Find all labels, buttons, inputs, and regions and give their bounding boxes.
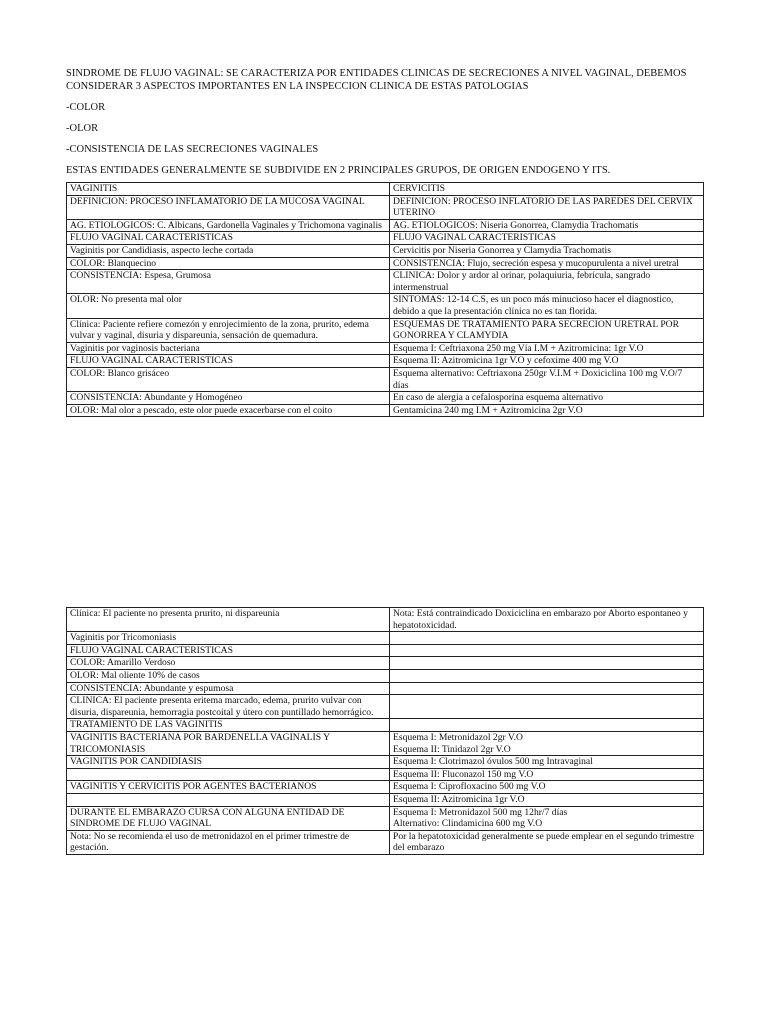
table-cell: [67, 768, 390, 781]
table-cell: AG. ETIOLOGICOS: Niseria Gonorrea, Clamydia Trachomatis: [390, 219, 704, 232]
table-cell: CONSISTENCIA: Flujo, secreción espesa y mucopurulenta a nivel uretral: [390, 257, 704, 270]
intro-groups: ESTAS ENTIDADES GENERALMENTE SE SUBDIVIDE EN 2 PRINCIPALES GRUPOS, DE ORIGEN ENDOGENO Y ITS.: [66, 165, 611, 176]
table-cell: VAGINITIS: [67, 183, 390, 196]
table-cell: VAGINITIS BACTERIANA POR BARDENELLA VAGINALIS Y TRICOMONIASIS: [67, 731, 390, 755]
treatment-table: [66, 607, 704, 855]
table-cell: [390, 644, 704, 657]
table-row: [67, 719, 704, 732]
table-row: [67, 632, 704, 645]
table-row: [67, 244, 704, 257]
table-cell: Cervicitis por Niseria Gonorrea y Clamydia Trachomatis: [390, 244, 704, 257]
table-row: [67, 392, 704, 405]
table-cell: FLUJO VAGINAL CARACTERISTICAS: [67, 232, 390, 245]
table-cell: DEFINICION: PROCESO INFLATORIO DE LAS PAREDES DEL CERVIX UTERINO: [390, 195, 704, 219]
table-cell: Clínica: Paciente refiere comezón y enrojecimiento de la zona, prurito, edema vulvar y vaginal, disuria y dispareunia, sensación de quemadura.: [67, 318, 390, 342]
table-cell: ESQUEMAS DE TRATAMIENTO PARA SECRECION URETRAL POR GONORREA Y CLAMYDIA: [390, 318, 704, 342]
table-cell: FLUJO VAGINAL CARACTERISTICAS: [67, 355, 390, 368]
table-cell: Vaginitis por vaginosis bacteriana: [67, 342, 390, 355]
table-row: [67, 257, 704, 270]
table-cell: CONSISTENCIA: Abundante y espumosa: [67, 682, 390, 695]
table-cell: COLOR: Amarillo Verdoso: [67, 657, 390, 670]
table-cell: Esquema II: Azitromicina 1gr V.O y cefoxime 400 mg V.O: [390, 355, 704, 368]
table-cell: Nota: Está contraindicado Doxiciclina en embarazo por Aborto espontaneo y hepatotoxicidad.: [390, 608, 704, 632]
table-cell: Por la hepatotoxicidad generalmente se puede emplear en el segundo trimestre del embarazo: [390, 830, 704, 854]
table-cell: CLINICA: El paciente presenta eritema marcado, edema, prurito vulvar con disuria, dispareunia, hemorragia postcoital y útero con puntillado hemorrágico.: [67, 695, 390, 719]
intro-item-consistency: -CONSISTENCIA DE LAS SECRECIONES VAGINALES: [66, 144, 319, 155]
table-cell: CLINICA: Dolor y ardor al orinar, polaquiuria, febrícula, sangrado intermenstrual: [390, 270, 704, 294]
table-row: [67, 342, 704, 355]
table-cell: Vaginitis por Candidiasis, aspecto leche cortada: [67, 244, 390, 257]
table-row: [67, 756, 704, 769]
table-row: [67, 695, 704, 719]
table-cell: OLOR: Mal olor a pescado, este olor puede exacerbarse con el coito: [67, 404, 390, 417]
table-cell: OLOR: Mal oliente 10% de casos: [67, 669, 390, 682]
table-cell: SINTOMAS: 12-14 C.S, es un poco más minucioso hacer el diagnostico, debido a que la presentación clínica no es tan florida.: [390, 294, 704, 318]
intro-item-odor: -OLOR: [66, 123, 99, 134]
table-row: [67, 669, 704, 682]
table-cell: Esquema I: Ciprofloxacino 500 mg V.O: [390, 781, 704, 794]
table-row: [67, 404, 704, 417]
table-row: [67, 644, 704, 657]
table-row: [67, 781, 704, 794]
table-cell: [390, 657, 704, 670]
table-cell: Esquema I: Clotrimazol óvulos 500 mg Intravaginal: [390, 756, 704, 769]
table-row: [67, 183, 704, 196]
table-row: [67, 793, 704, 806]
table-cell: [67, 793, 390, 806]
table-cell: Esquema alternativo: Ceftriaxona 250gr V.I.M + Doxiciclina 100 mg V.O/7 días: [390, 367, 704, 391]
table-row: [67, 768, 704, 781]
table-cell: En caso de alergia a cefalosporina esquema alternativo: [390, 392, 704, 405]
table-cell: FLUJO VAGINAL CARACTERISTICAS: [390, 232, 704, 245]
table-cell: Clínica: El paciente no presenta prurito, ni dispareunia: [67, 608, 390, 632]
table-cell: Gentamicina 240 mg I.M + Azitromicina 2gr V.O: [390, 404, 704, 417]
table-cell: VAGINITIS Y CERVICITIS POR AGENTES BACTERIANOS: [67, 781, 390, 794]
table-row: [67, 294, 704, 318]
table-cell: [390, 632, 704, 645]
table-cell: VAGINITIS POR CANDIDIASIS: [67, 756, 390, 769]
table-row: [67, 219, 704, 232]
table-row: [67, 318, 704, 342]
table-cell: [390, 695, 704, 719]
table-cell: CERVICITIS: [390, 183, 704, 196]
table-cell: FLUJO VAGINAL CARACTERISTICAS: [67, 644, 390, 657]
table-cell: Esquema I: Metronidazol 500 mg 12hr/7 días Alternativo: Clindamicina 600 mg V.O: [390, 806, 704, 830]
table-cell: Esquema II: Azitromicina 1gr V.O: [390, 793, 704, 806]
table-row: [67, 682, 704, 695]
table-cell: Esquema I: Metronidazol 2gr V.O Esquema II: Tinidazol 2gr V.O: [390, 731, 704, 755]
table-row: [67, 195, 704, 219]
vaginitis-cervicitis-table: [66, 182, 704, 417]
table-cell: OLOR: No presenta mal olor: [67, 294, 390, 318]
table-cell: [390, 719, 704, 732]
table-cell: Esquema I: Ceftriaxona 250 mg Vía I.M + Azitromicina: 1gr V.O: [390, 342, 704, 355]
table-row: [67, 830, 704, 854]
table-cell: Nota: No se recomienda el uso de metronidazol en el primer trimestre de gestación.: [67, 830, 390, 854]
table-cell: DEFINICION: PROCESO INFLAMATORIO DE LA MUCOSA VAGINAL: [67, 195, 390, 219]
table-cell: Vaginitis por Tricomoniasis: [67, 632, 390, 645]
table-cell: Esquema II: Fluconazol 150 mg V.O: [390, 768, 704, 781]
intro-item-color: -COLOR: [66, 102, 106, 113]
table-row: [67, 608, 704, 632]
table-cell: [390, 682, 704, 695]
table-cell: CONSISTENCIA: Espesa, Grumosa: [67, 270, 390, 294]
table-cell: AG. ETIOLOGICOS: C. Albicans, Gardonella Vaginales y Trichomona vaginalis: [67, 219, 390, 232]
table-row: [67, 806, 704, 830]
table-row: [67, 657, 704, 670]
table-row: [67, 232, 704, 245]
table-cell: COLOR: Blanco grisáceo: [67, 367, 390, 391]
table-cell: COLOR: Blanquecino: [67, 257, 390, 270]
table-cell: CONSISTENCIA: Abundante y Homogéneo: [67, 392, 390, 405]
table-row: [67, 270, 704, 294]
table-cell: [390, 669, 704, 682]
table-row: [67, 731, 704, 755]
table-row: [67, 355, 704, 368]
table-cell: TRATAMIENTO DE LAS VAGINITIS: [67, 719, 390, 732]
table-row: [67, 367, 704, 391]
table-cell: DURANTE EL EMBARAZO CURSA CON ALGUNA ENTIDAD DE SINDROME DE FLUJO VAGINAL: [67, 806, 390, 830]
intro-heading: SINDROME DE FLUJO VAGINAL: SE CARACTERIZA POR ENTIDADES CLINICAS DE SECRECIONES A NIVEL VAGINAL, DEBEMOS CONSIDERAR 3 ASPECTOS IMPORTANTES EN LA INSPECCION CLINICA DE ESTAS PATOLOGIAS: [66, 68, 687, 92]
